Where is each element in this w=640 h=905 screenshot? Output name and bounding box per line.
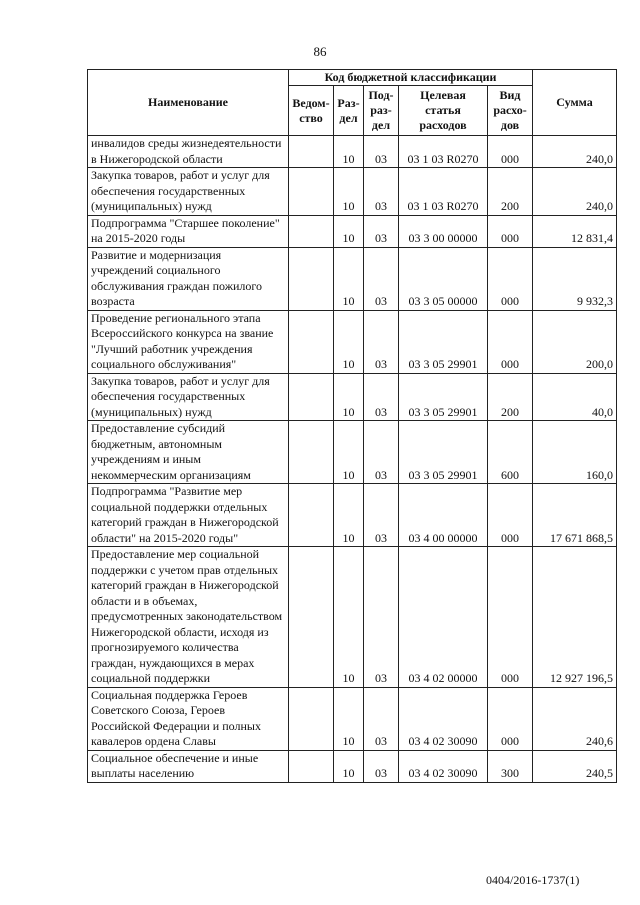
cell-vedomstvo (289, 421, 334, 484)
cell-razdel: 10 (334, 136, 364, 168)
cell-name: Развитие и модернизация учреждений социального обслуживания граждан пожилого возраста (88, 247, 289, 310)
cell-tselevaya: 03 3 05 00000 (399, 247, 488, 310)
document-code: 0404/2016-1737(1) (486, 873, 580, 887)
cell-name: Предоставление мер социальной поддержки с учетом прав отдельных категорий граждан в Нижегородской области и в объемах, предусмотренных законодательством Нижегородской области, исходя из прогнозируемого количества граждан, нуждающихся в мерах социальной поддержки (88, 547, 289, 688)
cell-vedomstvo (289, 547, 334, 688)
cell-summa: 240,5 (533, 750, 617, 782)
cell-razdel: 10 (334, 547, 364, 688)
cell-name: Подпрограмма "Развитие мер социальной поддержки отдельных категорий граждан в Нижегородской области" на 2015-2020 годы" (88, 484, 289, 547)
cell-name: Проведение регионального этапа Всероссийского конкурса на звание "Лучший работник учреждения социального обслуживания" (88, 310, 289, 373)
cell-vedomstvo (289, 310, 334, 373)
page-number: 86 (313, 44, 327, 59)
table-row (88, 421, 617, 484)
cell-razdel: 10 (334, 247, 364, 310)
cell-summa: 240,0 (533, 168, 617, 216)
cell-razdel: 10 (334, 310, 364, 373)
cell-vid: 000 (488, 136, 533, 168)
cell-tselevaya: 03 3 05 29901 (399, 373, 488, 421)
cell-tselevaya: 03 4 02 30090 (399, 687, 488, 750)
cell-podrazdel: 03 (364, 310, 399, 373)
header-summa: Сумма (533, 70, 617, 136)
cell-name: Социальное обеспечение и иные выплаты населению (88, 750, 289, 782)
table-row (88, 687, 617, 750)
cell-vedomstvo (289, 247, 334, 310)
cell-vid: 200 (488, 373, 533, 421)
cell-podrazdel: 03 (364, 750, 399, 782)
cell-summa: 9 932,3 (533, 247, 617, 310)
cell-vid: 000 (488, 547, 533, 688)
cell-razdel: 10 (334, 373, 364, 421)
cell-vid: 000 (488, 484, 533, 547)
cell-razdel: 10 (334, 168, 364, 216)
cell-tselevaya: 03 4 00 00000 (399, 484, 488, 547)
cell-razdel: 10 (334, 215, 364, 247)
cell-tselevaya: 03 4 02 30090 (399, 750, 488, 782)
header-name: Наименование (88, 70, 289, 136)
cell-vid: 300 (488, 750, 533, 782)
cell-summa: 240,6 (533, 687, 617, 750)
cell-vid: 000 (488, 310, 533, 373)
cell-vid: 200 (488, 168, 533, 216)
cell-vedomstvo (289, 215, 334, 247)
cell-razdel: 10 (334, 484, 364, 547)
table-row (88, 136, 617, 168)
cell-tselevaya: 03 3 05 29901 (399, 310, 488, 373)
cell-name: Закупка товаров, работ и услуг для обеспечения государственных (муниципальных) нужд (88, 373, 289, 421)
cell-podrazdel: 03 (364, 247, 399, 310)
table-row (88, 215, 617, 247)
cell-podrazdel: 03 (364, 484, 399, 547)
header-podrazdel: Под- раз- дел (364, 86, 399, 136)
table-row (88, 168, 617, 216)
cell-name: Подпрограмма "Старшее поколение" на 2015-2020 годы (88, 215, 289, 247)
cell-vid: 600 (488, 421, 533, 484)
header-vedomstvo: Ведом- ство (289, 86, 334, 136)
cell-vedomstvo (289, 136, 334, 168)
cell-podrazdel: 03 (364, 136, 399, 168)
cell-razdel: 10 (334, 687, 364, 750)
cell-name: инвалидов среды жизнедеятельности в Нижегородской области (88, 136, 289, 168)
table-row (88, 247, 617, 310)
header-code-group: Код бюджетной классификации (289, 70, 533, 86)
cell-vid: 000 (488, 687, 533, 750)
table-row (88, 373, 617, 421)
cell-tselevaya: 03 3 00 00000 (399, 215, 488, 247)
header-razdel: Раз- дел (334, 86, 364, 136)
cell-summa: 12 831,4 (533, 215, 617, 247)
cell-vid: 000 (488, 247, 533, 310)
table-row (88, 547, 617, 688)
cell-podrazdel: 03 (364, 168, 399, 216)
cell-podrazdel: 03 (364, 373, 399, 421)
cell-podrazdel: 03 (364, 687, 399, 750)
cell-summa: 40,0 (533, 373, 617, 421)
cell-tselevaya: 03 1 03 R0270 (399, 136, 488, 168)
cell-summa: 160,0 (533, 421, 617, 484)
header-tselevaya: Целевая статья расходов (399, 86, 488, 136)
cell-podrazdel: 03 (364, 547, 399, 688)
cell-summa: 240,0 (533, 136, 617, 168)
cell-name: Закупка товаров, работ и услуг для обеспечения государственных (муниципальных) нужд (88, 168, 289, 216)
cell-name: Предоставление субсидий бюджетным, автономным учреждениям и иным некоммерческим организациям (88, 421, 289, 484)
cell-vedomstvo (289, 373, 334, 421)
cell-summa: 17 671 868,5 (533, 484, 617, 547)
cell-tselevaya: 03 3 05 29901 (399, 421, 488, 484)
cell-tselevaya: 03 1 03 R0270 (399, 168, 488, 216)
table-row (88, 750, 617, 782)
cell-name: Социальная поддержка Героев Советского Союза, Героев Российской Федерации и полных кавалеров ордена Славы (88, 687, 289, 750)
cell-podrazdel: 03 (364, 215, 399, 247)
cell-vid: 000 (488, 215, 533, 247)
cell-vedomstvo (289, 687, 334, 750)
table-row (88, 484, 617, 547)
cell-razdel: 10 (334, 421, 364, 484)
header-vid: Вид расхо- дов (488, 86, 533, 136)
cell-tselevaya: 03 4 02 00000 (399, 547, 488, 688)
cell-vedomstvo (289, 750, 334, 782)
cell-summa: 200,0 (533, 310, 617, 373)
cell-summa: 12 927 196,5 (533, 547, 617, 688)
cell-vedomstvo (289, 484, 334, 547)
cell-razdel: 10 (334, 750, 364, 782)
table-row (88, 310, 617, 373)
budget-table (87, 69, 617, 783)
cell-podrazdel: 03 (364, 421, 399, 484)
cell-vedomstvo (289, 168, 334, 216)
